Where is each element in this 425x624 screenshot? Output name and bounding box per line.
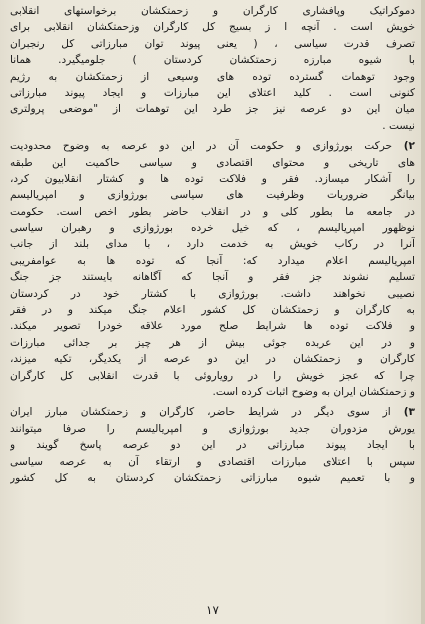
text-line: نیست . (382, 119, 415, 132)
text-line: سپس با اعتلای مبارزات اقتصادی و ارتقاء آن به عرصه سیاسی (10, 455, 415, 468)
text-line: و با تعمیم شیوه مبارزاتی زحمتکشان کردستان به کل کشور (10, 471, 415, 484)
text-line: بیانگر ضروریات وظرفیت های سیاسی بورژوازی و امپریالیسم (10, 189, 415, 202)
page-scan-edge (421, 0, 425, 624)
text-line: در جامعه ما بطور کلی و در انقلاب حاضر بطور اخص است. حکومت (10, 205, 415, 218)
page-number: ۱۷ (206, 603, 219, 617)
text-line: به کارگران و زحمتکشان کل کشور اعلام جنگ میکند و در فقر (10, 304, 415, 317)
text-line: کارگران و زحمتکشان در این دو عرصه از یکدیگر، تکیه میزند، (10, 353, 415, 366)
document-body (10, 3, 415, 486)
paragraph-number: ۲) (403, 140, 415, 153)
text-line: امپریالیسم اعلام میدارد که: آنجا که توده ها به عوامفریبی (10, 254, 415, 267)
text-line: دموکراتیک وپافشاری کارگران و زحمتکشان برخواستهای انقلابی (10, 5, 415, 17)
text-line: خویش است . آنچه ا ز بسیج کل کارگران وزحمتکشان انقلابی برای (10, 21, 415, 34)
text-line: نصیبی نخواهند داشت. بورژوازی با کشتار خود در کردستان (10, 287, 415, 300)
paragraph-2 (10, 138, 415, 400)
paragraph-3 (10, 404, 415, 486)
text-line-content: از سوی دیگر در شرایط حاضر، کارگران و زحمتکشان مبارز ایران (10, 406, 391, 419)
paragraph-number: ۳) (403, 406, 415, 419)
text-line: های تاریخی و محتوای اقتصادی و سیاسی حاکمیت این طبقه (10, 156, 415, 169)
text-line: آنرا در رکاب خویش به خدمت دارد ، با مدای بلند از جانب (10, 238, 415, 251)
text-line (10, 138, 415, 154)
text-line: کنونی است . کلید اعتلای این مبارزات و ایجاد پیوند مبارزاتی (10, 86, 415, 99)
paragraph-1 (10, 3, 415, 134)
text-line: میان این دو عرصه نیز جز طرد این توهمات از "موضعی پرولتری (10, 103, 415, 116)
text-line: و در این عربده جوئی بیش از هر چیز بر جدائی مبارزات (10, 336, 415, 349)
text-line: یورش مزدوران جدید بورژوازی و امپریالیسم را صرفا میتوانند (10, 422, 415, 435)
text-line: وجود توهمات گسترده توده های وسیعی از زحمتکشان به رژیم (10, 70, 415, 83)
text-line: نوظهور امپریالیسم ، که خیل خرده بورژوازی و رهبران سیاسی (10, 222, 415, 235)
text-line: و زحمتکشان ایران به وضوح اثبات کرده است. (212, 385, 415, 398)
text-line: تصرف قدرت سیاسی ، ( یعنی پیوند توان مبارزاتی کل رنجبران (10, 37, 415, 50)
text-line: را آشکار میسازد. فقر و فلاکت توده ها و کشتار انقلابیون کرد، (10, 172, 415, 185)
text-line: چرا که عجز خویش را در رویاروئی با قدرت انقلابی کل کارگران (10, 369, 415, 382)
text-line: با شیوه مبارزه زحمتکشان کردستان ) جلوميگیرد. همانا (10, 54, 415, 67)
text-line (10, 404, 415, 420)
text-line: و فلاکت توده ها شرایط صلح مورد علاقه خودرا تصویر میکند. (10, 320, 415, 333)
text-line-content: حرکت بورژوازی و حکومت آن در این دو عرصه به وضوح محدودیت (10, 140, 393, 153)
text-line: با ایجاد پیوند مبارزاتی در این دو عرصه پاسخ گویند و (10, 439, 415, 452)
text-line: تسلیم نشوند جز فقر و آنجا که آگاهانه بایستند جز جنگ (10, 271, 415, 284)
